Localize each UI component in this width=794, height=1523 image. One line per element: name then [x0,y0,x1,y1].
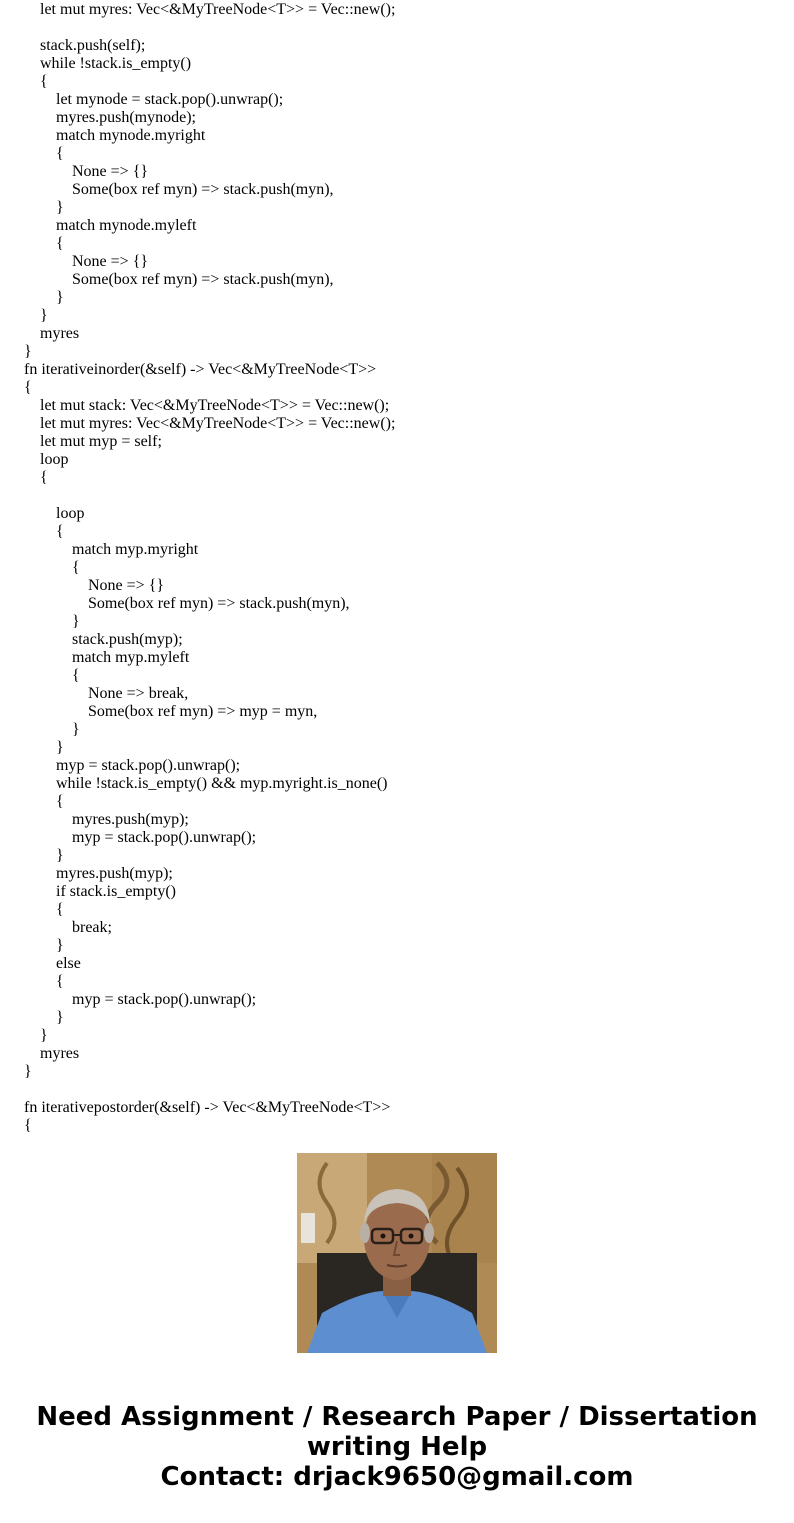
code-line: { [24,973,64,990]
code-line: stack.push(myp); [24,631,183,648]
code-line: { [24,235,64,252]
code-line: None => break, [24,685,189,702]
code-line: } [24,1009,64,1026]
promo-contact: Contact: drjack9650@gmail.com [160,1462,634,1492]
code-line: { [24,73,48,90]
code-line: match myp.myleft [24,649,190,666]
code-line: if stack.is_empty() [24,883,176,900]
code-line: } [24,199,64,216]
code-line: match mynode.myleft [24,217,197,234]
code-line: myres.push(myp); [24,865,173,882]
code-line: } [24,307,48,324]
code-line: None => {} [24,577,165,594]
code-line: let mynode = stack.pop().unwrap(); [24,91,284,108]
code-line: let mut myres: Vec<&MyTreeNode<T>> = Vec::new(); [24,1,396,18]
code-line: } [24,847,64,864]
code-line: } [24,937,64,954]
code-line: } [24,343,32,360]
code-line: } [24,739,64,756]
code-line: break; [24,919,112,936]
code-line: { [24,523,64,540]
code-line: { [24,793,64,810]
code-line: None => {} [24,163,149,180]
promo-banner [0,1402,794,1492]
code-line: { [24,667,80,684]
code-lines [24,1,395,1135]
code-line: let mut stack: Vec<&MyTreeNode<T>> = Vec::new(); [24,397,390,414]
code-line: } [24,289,64,306]
code-line: } [24,721,80,738]
code-line [24,1081,395,1099]
code-line: let mut myres: Vec<&MyTreeNode<T>> = Vec::new(); [24,415,396,432]
code-line: fn iterativepostorder(&self) -> Vec<&MyTreeNode<T>> [24,1099,391,1116]
code-line: { [24,379,32,396]
code-line: Some(box ref myn) => stack.push(myn), [24,271,334,288]
code-line: stack.push(self); [24,37,146,54]
code-line: { [24,901,64,918]
code-line: myres.push(myp); [24,811,189,828]
avatar-photo [297,1153,497,1353]
code-line: myres [24,325,80,342]
code-line: myres [24,1045,80,1062]
code-line: match myp.myright [24,541,199,558]
code-line: loop [24,505,85,522]
code-line: Some(box ref myn) => stack.push(myn), [24,181,334,198]
code-line: myp = stack.pop().unwrap(); [24,757,241,774]
avatar [297,1153,497,1353]
code-line: { [24,1117,32,1134]
code-line: myp = stack.pop().unwrap(); [24,991,257,1008]
code-line: } [24,613,80,630]
code-line: { [24,559,80,576]
code-line: { [24,469,48,486]
code-line: match mynode.myright [24,127,206,144]
code-line: myres.push(mynode); [24,109,196,126]
code-line: Some(box ref myn) => myp = myn, [24,703,318,720]
code-line: while !stack.is_empty() [24,55,192,72]
code-line: } [24,1063,32,1080]
code-line: fn iterativeinorder(&self) -> Vec<&MyTreeNode<T>> [24,361,377,378]
code-line: else [24,955,81,972]
code-line: let mut myp = self; [24,433,162,450]
code-line: None => {} [24,253,149,270]
code-line: Some(box ref myn) => stack.push(myn), [24,595,350,612]
code-line: myp = stack.pop().unwrap(); [24,829,257,846]
promo-line-2: writing Help [306,1432,488,1462]
code-line: { [24,145,64,162]
code-line: loop [24,451,69,468]
code-line: while !stack.is_empty() && myp.myright.is_none() [24,775,388,792]
promo-line-1: Need Assignment / Research Paper / Dissertation [36,1402,758,1432]
code-line [24,19,395,37]
code-line: } [24,1027,48,1044]
code-line [24,487,395,505]
